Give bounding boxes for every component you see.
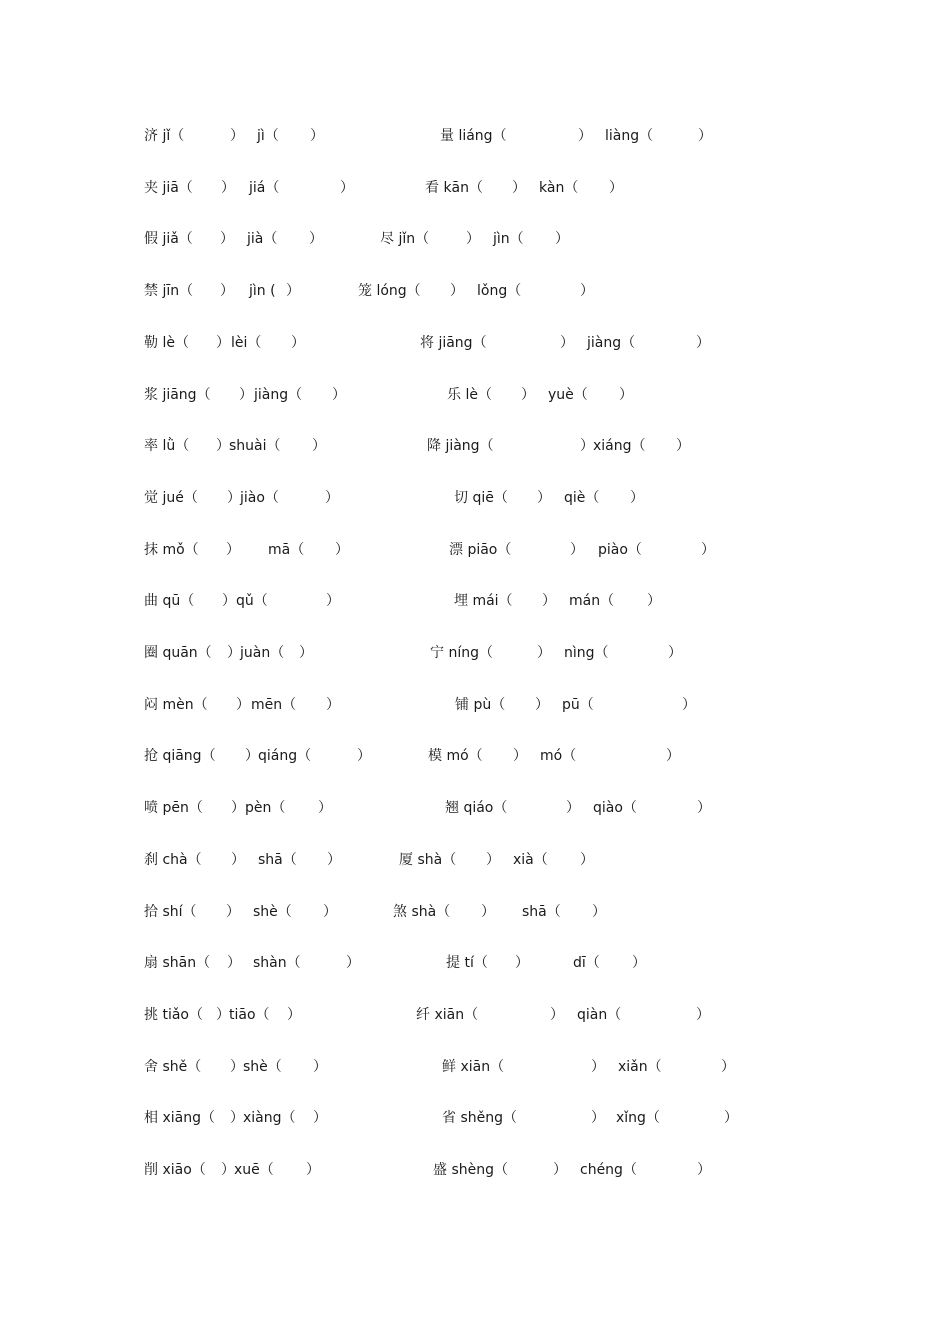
right-item-a-close: ） [486, 852, 500, 868]
right-item-a-close: ） [515, 955, 529, 971]
left-item-b: qiáng（ [258, 748, 312, 764]
exercise-row [0, 486, 950, 510]
exercise-row [0, 796, 950, 820]
left-item-b: jì（ [257, 128, 279, 144]
right-item-a-close: ） [481, 904, 495, 920]
left-item-b: shàn（ [253, 955, 301, 971]
left-item-a: 抹 mǒ（ [144, 542, 199, 558]
exercise-row [0, 1158, 950, 1182]
right-item-a-close: ） [580, 438, 594, 454]
left-item-b-close: ） [326, 593, 340, 609]
left-item-b-close: ） [325, 490, 339, 506]
left-item-b: mā（ [268, 542, 305, 558]
right-item-b-close: ） [701, 542, 715, 558]
left-item-a-close: ） [216, 438, 230, 454]
exercise-row [0, 227, 950, 251]
right-item-a: 铺 pù（ [455, 697, 506, 713]
left-item-a-close: ） [230, 1059, 244, 1075]
left-item-b-close: ） [299, 645, 313, 661]
right-item-b-close: ） [580, 283, 594, 299]
left-item-b: shā（ [258, 852, 297, 868]
right-item-b-close: ） [619, 387, 633, 403]
right-item-a: 量 liáng（ [440, 128, 507, 144]
left-item-b-close: ） [326, 697, 340, 713]
right-item-b: liàng（ [605, 128, 654, 144]
exercise-row [0, 1055, 950, 1079]
left-item-b-close: ） [291, 335, 305, 351]
right-item-b: mán（ [569, 593, 615, 609]
exercise-row [0, 1003, 950, 1027]
left-item-b: juàn（ [240, 645, 285, 661]
left-item-a: 挑 tiǎo（ [144, 1007, 203, 1023]
right-item-a-close: ） [450, 283, 464, 299]
right-item-b: qiào（ [593, 800, 637, 816]
right-item-a-close: ） [566, 800, 580, 816]
left-item-a-close: ） [239, 387, 253, 403]
right-item-a: 翘 qiáo（ [445, 800, 508, 816]
left-item-b: lèi（ [231, 335, 262, 351]
right-item-a: 模 mó（ [428, 748, 483, 764]
left-item-a-close: ） [231, 852, 245, 868]
right-item-a: 将 jiāng（ [420, 335, 487, 351]
right-item-a: 鲜 xiān（ [442, 1059, 505, 1075]
left-item-a: 圈 quān（ [144, 645, 212, 661]
right-item-b-close: ） [696, 335, 710, 351]
left-item-b-close: ） [309, 231, 323, 247]
left-item-b: jiá（ [249, 180, 280, 196]
left-item-a-close: ） [216, 1007, 230, 1023]
right-item-b-close: ） [721, 1059, 735, 1075]
right-item-a: 提 tí（ [446, 955, 488, 971]
left-item-a: 浆 jiāng（ [144, 387, 211, 403]
right-item-a-close: ） [553, 1162, 567, 1178]
right-item-b: lǒng（ [477, 283, 522, 299]
exercise-row [0, 900, 950, 924]
right-item-b-close: ） [630, 490, 644, 506]
left-item-a: 闷 mèn（ [144, 697, 208, 713]
left-item-b-close: ） [313, 1059, 327, 1075]
left-item-a-close: ） [230, 1110, 244, 1126]
left-item-b: shuài（ [229, 438, 281, 454]
left-item-a-close: ） [220, 231, 234, 247]
left-item-b-close: ） [346, 955, 360, 971]
right-item-b: jìn（ [493, 231, 524, 247]
left-item-a: 拾 shí（ [144, 904, 197, 920]
right-item-a: 漂 piāo（ [449, 542, 512, 558]
left-item-a-close: ） [221, 1162, 235, 1178]
right-item-a-close: ） [537, 490, 551, 506]
left-item-a-close: ） [220, 283, 234, 299]
left-item-b: pèn（ [245, 800, 286, 816]
right-item-b-close: ） [580, 852, 594, 868]
left-item-b: shè（ [243, 1059, 282, 1075]
left-item-b-close: ） [318, 800, 332, 816]
exercise-row [0, 589, 950, 613]
right-item-b-close: ） [647, 593, 661, 609]
left-item-a: 相 xiāng（ [144, 1110, 215, 1126]
right-item-b: piào（ [598, 542, 642, 558]
right-item-a: 切 qiē（ [454, 490, 508, 506]
left-item-a: 喷 pēn（ [144, 800, 203, 816]
right-item-a-close: ） [512, 180, 526, 196]
left-item-b-close: ） [335, 542, 349, 558]
left-item-a-close: ） [227, 490, 241, 506]
left-item-b: jiào（ [240, 490, 279, 506]
right-item-a: 纤 xiān（ [416, 1007, 479, 1023]
right-item-b: yuè（ [548, 387, 588, 403]
right-item-b: pū（ [562, 697, 594, 713]
right-item-b-close: ） [682, 697, 696, 713]
right-item-a: 厦 shà（ [399, 852, 457, 868]
left-item-a-close: ） [231, 800, 245, 816]
right-item-b-close: ） [724, 1110, 738, 1126]
left-item-b: tiāo（ [229, 1007, 270, 1023]
exercise-row [0, 279, 950, 303]
right-item-b: dī（ [573, 955, 600, 971]
left-item-b-close: ） [357, 748, 371, 764]
left-item-b-close: ） [287, 1007, 301, 1023]
left-item-a: 曲 qū（ [144, 593, 195, 609]
left-item-b-close: ） [313, 1110, 327, 1126]
left-item-a-close: ） [221, 180, 235, 196]
exercise-row [0, 693, 950, 717]
left-item-a: 夹 jiā（ [144, 180, 193, 196]
left-item-b-close: ） [340, 180, 354, 196]
left-item-a-close: ） [227, 645, 241, 661]
exercise-row [0, 538, 950, 562]
right-item-b-close: ） [697, 800, 711, 816]
left-item-b-close: ） [310, 128, 324, 144]
right-item-a: 笼 lóng（ [358, 283, 421, 299]
left-item-b: xiàng（ [243, 1110, 296, 1126]
right-item-b: kàn（ [539, 180, 579, 196]
right-item-a-close: ） [535, 697, 549, 713]
left-item-b-close: ） [286, 283, 300, 299]
left-item-a-close: ） [227, 955, 241, 971]
exercise-row [0, 434, 950, 458]
right-item-a-close: ） [513, 748, 527, 764]
right-item-b-close: ） [696, 1007, 710, 1023]
left-item-a-close: ） [230, 128, 244, 144]
right-item-a-close: ） [570, 542, 584, 558]
right-item-b: shā（ [522, 904, 561, 920]
right-item-b: qiè（ [564, 490, 600, 506]
left-item-b: mēn（ [251, 697, 297, 713]
right-item-b-close: ） [697, 1162, 711, 1178]
right-item-a-close: ） [550, 1007, 564, 1023]
right-item-a-close: ） [521, 387, 535, 403]
left-item-b: jià（ [247, 231, 278, 247]
right-item-a-close: ） [591, 1059, 605, 1075]
right-item-a: 乐 lè（ [447, 387, 492, 403]
right-item-b: xiǎn（ [618, 1059, 662, 1075]
left-item-a: 觉 jué（ [144, 490, 198, 506]
right-item-b-close: ） [666, 748, 680, 764]
exercise-row [0, 176, 950, 200]
left-item-a: 假 jiǎ（ [144, 231, 193, 247]
right-item-b-close: ） [555, 231, 569, 247]
exercise-row [0, 383, 950, 407]
left-item-a: 舍 shě（ [144, 1059, 202, 1075]
exercise-row [0, 124, 950, 148]
left-item-b-close: ） [327, 852, 341, 868]
right-item-b: xǐng（ [616, 1110, 660, 1126]
right-item-a: 宁 níng（ [430, 645, 493, 661]
right-item-a-close: ） [466, 231, 480, 247]
left-item-a-close: ） [222, 593, 236, 609]
left-item-a: 率 lǜ（ [144, 438, 190, 454]
right-item-b-close: ） [698, 128, 712, 144]
right-item-a: 尽 jǐn（ [380, 231, 430, 247]
left-item-b: qǔ（ [236, 593, 268, 609]
left-item-b-close: ） [332, 387, 346, 403]
left-item-a: 禁 jīn（ [144, 283, 194, 299]
left-item-a-close: ） [226, 542, 240, 558]
right-item-a: 降 jiàng（ [427, 438, 494, 454]
exercise-row [0, 331, 950, 355]
right-item-a-close: ） [578, 128, 592, 144]
left-item-b-close: ） [323, 904, 337, 920]
left-item-b: jiàng（ [254, 387, 303, 403]
right-item-b-close: ） [609, 180, 623, 196]
right-item-a-close: ） [591, 1110, 605, 1126]
right-item-b: jiàng（ [587, 335, 636, 351]
right-item-b-close: ） [676, 438, 690, 454]
left-item-a: 刹 chà（ [144, 852, 202, 868]
left-item-a: 勒 lè（ [144, 335, 189, 351]
left-item-a: 削 xiāo（ [144, 1162, 206, 1178]
left-item-b-close: ） [306, 1162, 320, 1178]
right-item-b: mó（ [540, 748, 577, 764]
right-item-b-close: ） [632, 955, 646, 971]
right-item-a: 省 shěng（ [442, 1110, 517, 1126]
right-item-a: 看 kān（ [425, 180, 484, 196]
exercise-row [0, 1106, 950, 1130]
left-item-a-close: ） [245, 748, 259, 764]
left-item-a: 抢 qiāng（ [144, 748, 216, 764]
exercise-row [0, 848, 950, 872]
right-item-b: xià（ [513, 852, 548, 868]
left-item-b: xuē（ [234, 1162, 274, 1178]
right-item-b-close: ） [592, 904, 606, 920]
right-item-a-close: ） [537, 645, 551, 661]
left-item-a-close: ） [226, 904, 240, 920]
right-item-a: 煞 shà（ [393, 904, 451, 920]
left-item-a-close: ） [236, 697, 250, 713]
right-item-a: 埋 mái（ [454, 593, 513, 609]
left-item-a-close: ） [216, 335, 230, 351]
right-item-b-close: ） [668, 645, 682, 661]
right-item-b: chéng（ [580, 1162, 637, 1178]
right-item-b: nìng（ [564, 645, 609, 661]
exercise-row [0, 951, 950, 975]
right-item-b: qiàn（ [577, 1007, 622, 1023]
exercise-row [0, 641, 950, 665]
right-item-a: 盛 shèng（ [433, 1162, 508, 1178]
exercise-row [0, 744, 950, 768]
left-item-a: 扇 shān（ [144, 955, 211, 971]
right-item-b: xiáng（ [593, 438, 646, 454]
left-item-b: shè（ [253, 904, 292, 920]
left-item-a: 济 jǐ（ [144, 128, 185, 144]
right-item-a-close: ） [542, 593, 556, 609]
left-item-b-close: ） [312, 438, 326, 454]
right-item-a-close: ） [560, 335, 574, 351]
left-item-b: jìn ( [249, 283, 276, 299]
